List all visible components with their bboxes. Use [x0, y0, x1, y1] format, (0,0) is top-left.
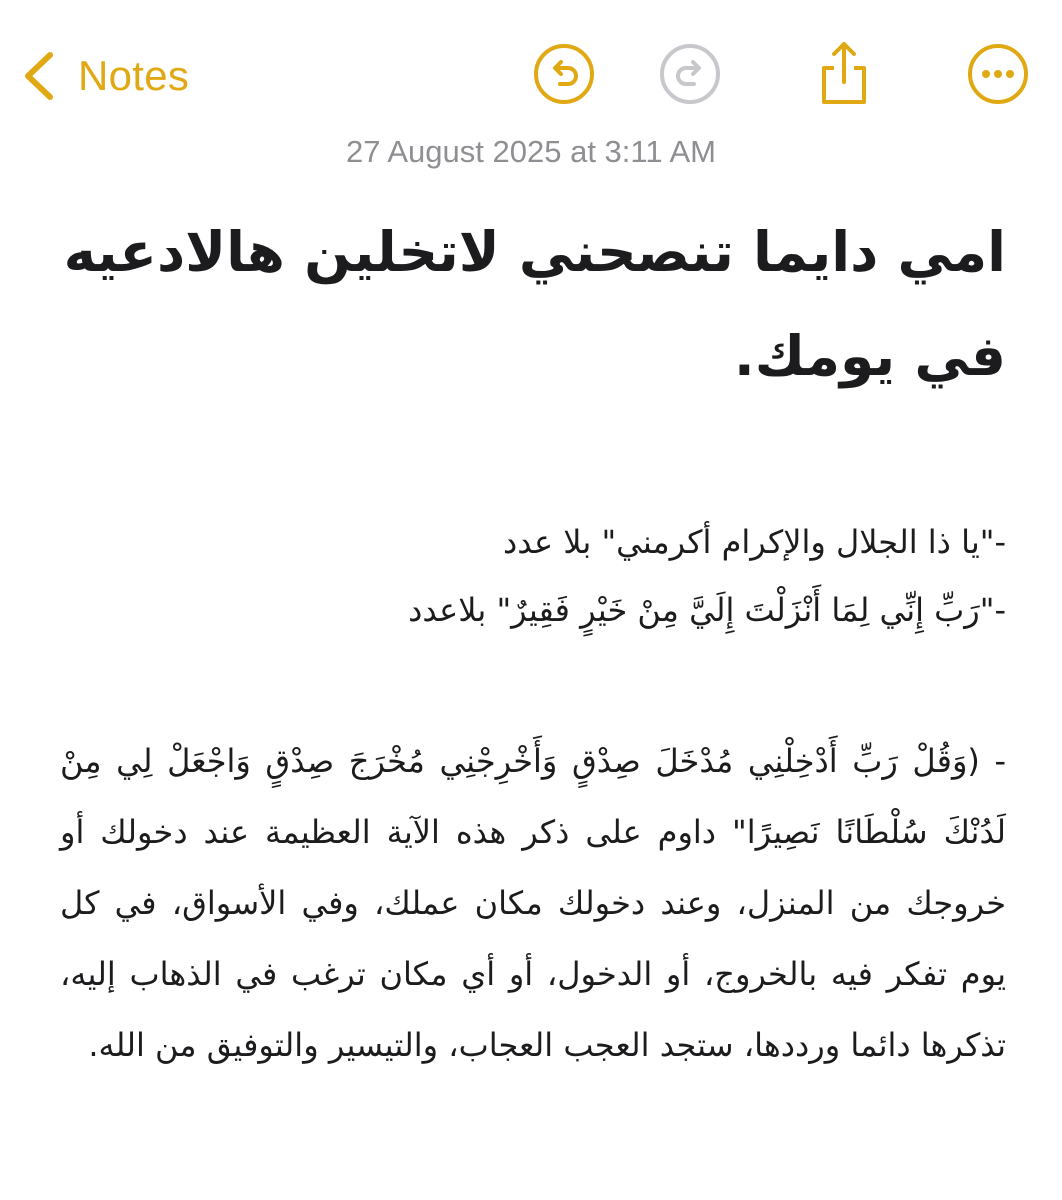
back-button[interactable] [22, 44, 189, 108]
share-icon [812, 42, 876, 106]
more-icon [966, 42, 1030, 106]
more-button[interactable] [966, 42, 1030, 106]
undo-button[interactable] [532, 42, 596, 106]
dua-line-2: -"رَبِّ إِنِّي لِمَا أَنْزَلْتَ إِلَيَّ مِنْ خَيْرٍ فَقِيرٌ" بلاعدد [408, 591, 1006, 629]
redo-button[interactable] [658, 42, 722, 106]
redo-icon [658, 42, 722, 106]
chevron-left-icon [22, 51, 56, 101]
back-label: Notes [78, 52, 190, 99]
undo-icon [532, 42, 596, 106]
note-body[interactable] [60, 200, 1006, 1081]
notes-toolbar [0, 0, 1062, 150]
note-title: امي دايما تنصحني لاتخلين هالادعيه في يومك. [63, 220, 1006, 388]
dua-list [60, 508, 1006, 644]
note-date: 27 August 2025 at 3:11 AM [346, 134, 716, 169]
share-button[interactable] [812, 42, 876, 106]
dua-line-1: -"يا ذا الجلال والإكرام أكرمني" بلا عدد [502, 523, 1006, 561]
verse-paragraph: - (وَقُلْ رَبِّ أَدْخِلْنِي مُدْخَلَ صِدْقٍ وَأَخْرِجْنِي مُخْرَجَ صِدْقٍ وَاجْعَلْ لِي مِنْ لَدُنْكَ سُلْطَانًا نَصِيرًا" داوم على ذكر هذه الآية العظيمة عند دخولك أو خروجك من المنزل، وعند دخولك مكان عملك، وفي الأسواق، في كل يوم تفكر فيه بالخروج، أو الدخول، أو أي مكان ترغب في الذهاب إليه، تذكرها دائما ورددها، ستجد العجب العجاب، والتيسير والتوفيق من الله. [60, 742, 1006, 1064]
